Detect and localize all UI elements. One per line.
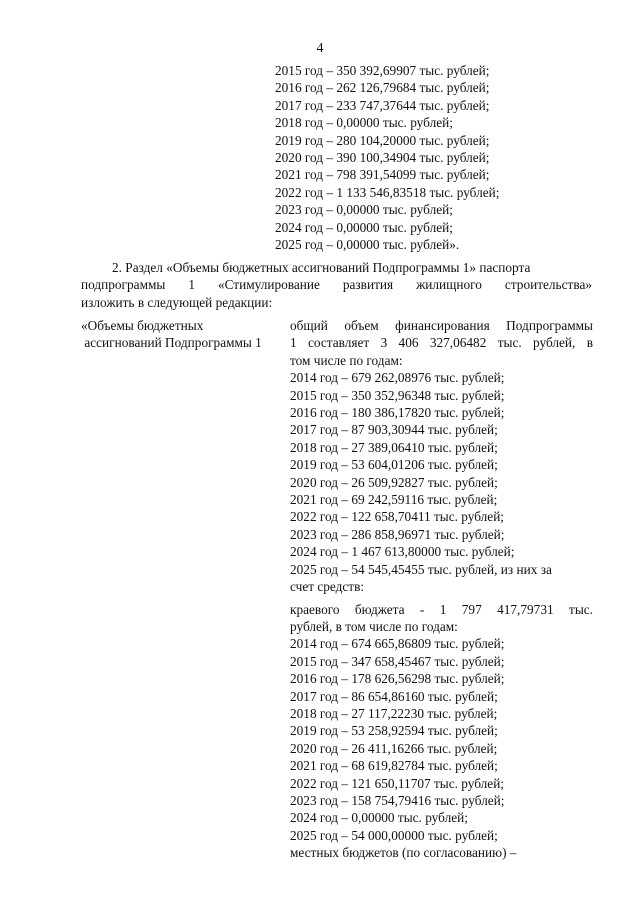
list-item: 2023 год – 286 858,96971 тыс. рублей;	[290, 526, 505, 542]
list-item: 2014 год – 674 665,86809 тыс. рублей;	[290, 636, 505, 652]
list-item: 2015 год – 350 392,69907 тыс. рублей;	[275, 63, 490, 78]
list-item: 2015 год – 347 658,45467 тыс. рублей;	[290, 653, 505, 669]
list-item: 2016 год – 178 626,56298 тыс. рублей;	[290, 671, 505, 687]
list-item: 2024 год – 0,00000 тыс. рублей;	[275, 219, 453, 235]
page-number: 4	[316, 41, 324, 56]
list-item: 2025 год – 54 545,45455 тыс. рублей, из них за	[290, 561, 552, 577]
list-item: 2018 год – 0,00000 тыс. рублей;	[275, 115, 453, 131]
list-item: 2015 год – 350 352,96348 тыс. рублей;	[290, 387, 505, 403]
list-item: 2017 год – 233 747,37644 тыс. рублей;	[275, 97, 490, 113]
list-item: 2021 год – 68 619,82784 тыс. рублей;	[290, 758, 498, 774]
list-item: 2016 год – 262 126,79684 тыс. рублей;	[275, 80, 490, 96]
regional-budget-intro: краевого бюджета - 1 797 417,79731 тыс.	[290, 601, 593, 617]
table-left-cell	[81, 317, 281, 352]
list-item: 2020 год – 390 100,34904 тыс. рублей;	[275, 150, 490, 166]
paragraph-line: изложить в следующей редакции:	[81, 294, 273, 310]
list-item: 2019 год – 280 104,20000 тыс. рублей;	[275, 132, 490, 148]
paragraph-line: 2. Раздел «Объемы бюджетных ассигнований Подпрограммы 1» паспорта	[112, 260, 531, 275]
list-item: 2022 год – 121 650,11707 тыс. рублей;	[290, 775, 505, 791]
row-label: «Объемы бюджетных	[81, 318, 204, 333]
list-item: 2020 год – 26 411,16266 тыс. рублей;	[290, 740, 498, 756]
list-item: 2025 год – 54 000,00000 тыс. рублей;	[290, 827, 498, 843]
list-item: 2023 год – 158 754,79416 тыс. рублей;	[290, 792, 505, 808]
continued-year-list	[275, 62, 499, 253]
funding-intro-line: общий объем финансирования Подпрограммы	[290, 318, 593, 333]
list-item: 2022 год – 1 133 546,83518 тыс. рублей;	[275, 184, 500, 200]
list-item: 2022 год – 122 658,70411 тыс. рублей;	[290, 509, 505, 525]
list-item: 2025 год – 0,00000 тыс. рублей».	[275, 237, 460, 253]
list-item: 2016 год – 180 386,17820 тыс. рублей;	[290, 405, 505, 421]
list-item: 2017 год – 87 903,30944 тыс. рублей;	[290, 422, 498, 438]
list-item: 2019 год – 53 258,92594 тыс. рублей;	[290, 723, 498, 739]
list-item: 2018 год – 27 389,06410 тыс. рублей;	[290, 439, 498, 455]
list-item: 2014 год – 679 262,08976 тыс. рублей;	[290, 370, 505, 386]
paragraph-line: подпрограммы 1 «Стимулирование развития жилищного строительства»	[81, 277, 592, 293]
row-label: ассигнований Подпрограммы 1	[81, 335, 262, 351]
list-item: 2019 год – 53 604,01206 тыс. рублей;	[290, 457, 498, 473]
regional-budget-intro: рублей, в том числе по годам:	[290, 618, 458, 634]
list-item: 2023 год – 0,00000 тыс. рублей;	[275, 202, 453, 218]
list-item: 2017 год – 86 654,86160 тыс. рублей;	[290, 688, 498, 704]
list-item: 2021 год – 69 242,59116 тыс. рублей;	[290, 492, 498, 508]
local-budget-intro: местных бюджетов (по согласованию) –	[290, 845, 517, 861]
funding-intro-line: том числе по годам:	[290, 352, 403, 368]
list-item: 2020 год – 26 509,92827 тыс. рублей;	[290, 474, 498, 490]
list-item: 2024 год – 0,00000 тыс. рублей;	[290, 810, 468, 826]
list-item: 2024 год – 1 467 613,80000 тыс. рублей;	[290, 544, 515, 560]
list-item: 2018 год – 27 117,22230 тыс. рублей;	[290, 705, 498, 721]
table-right-cell	[290, 317, 593, 862]
list-item: 2021 год – 798 391,54099 тыс. рублей;	[275, 167, 490, 183]
list-item: счет средств:	[290, 579, 365, 595]
amendment-paragraph	[81, 259, 592, 311]
funding-intro-line: 1 составляет 3 406 327,06482 тыс. рублей, в	[290, 335, 593, 351]
